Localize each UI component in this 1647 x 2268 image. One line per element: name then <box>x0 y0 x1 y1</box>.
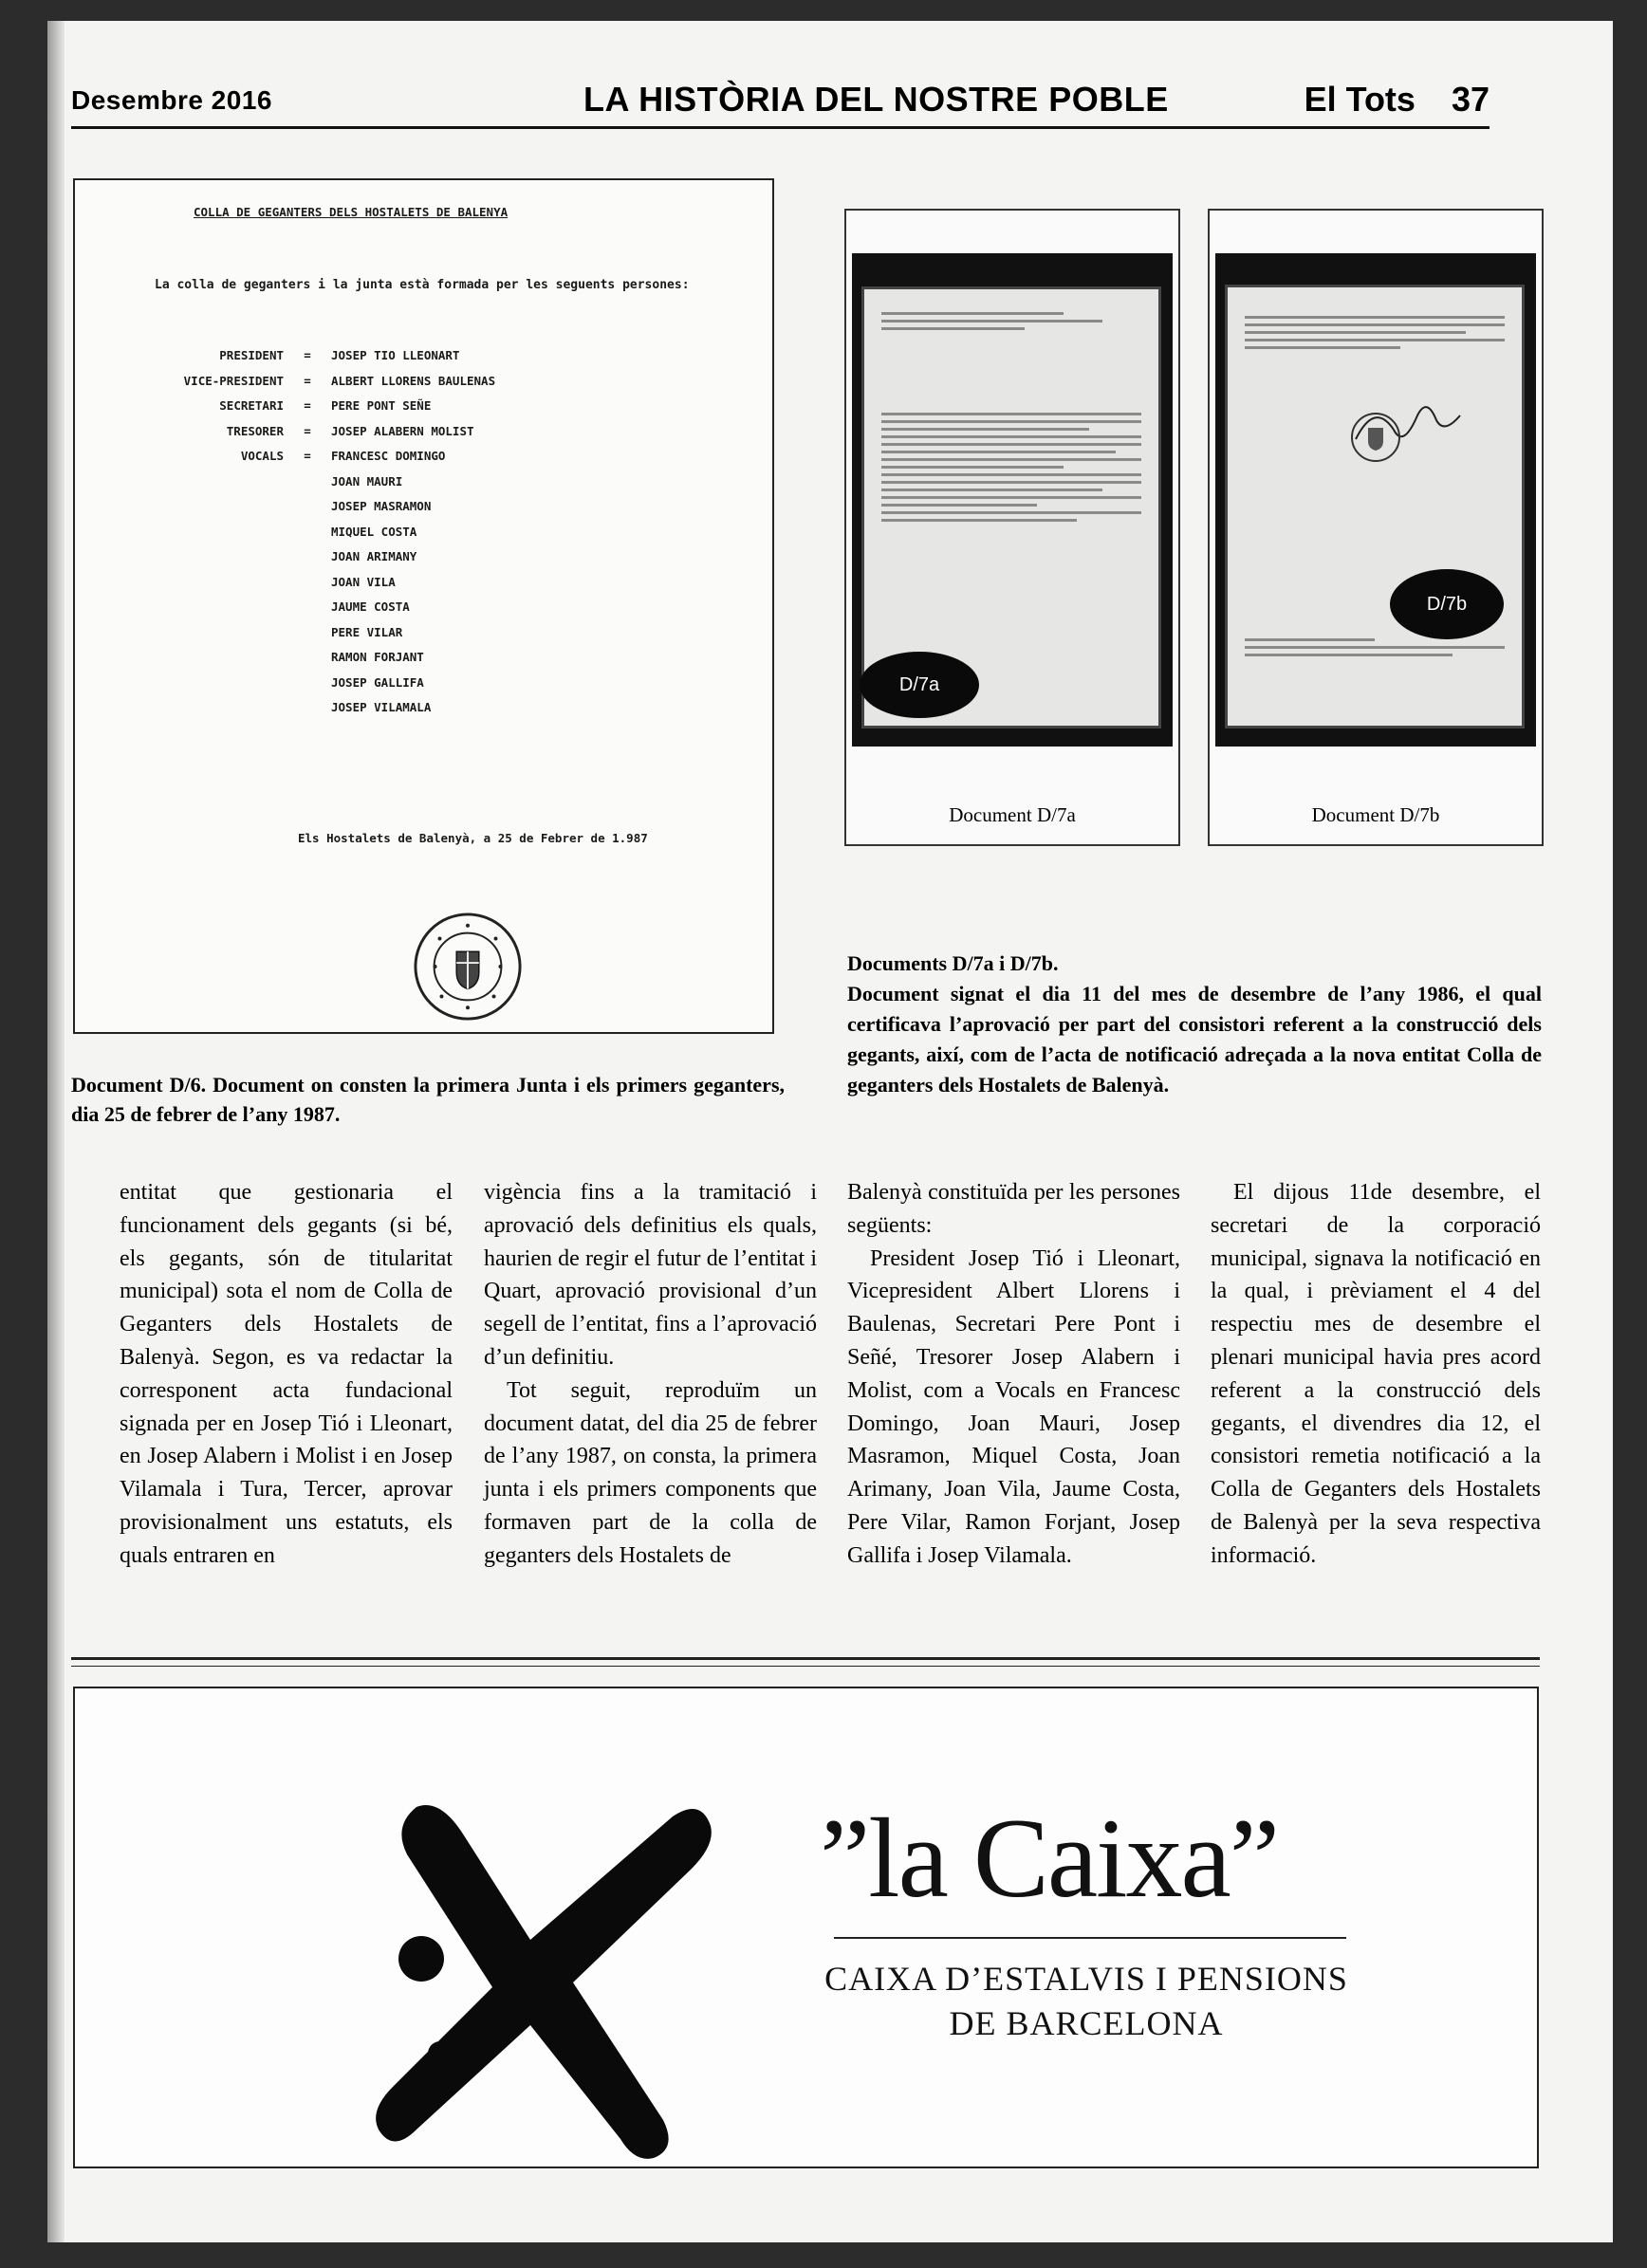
roster-name: JOAN MAURI <box>331 473 403 489</box>
roster-name: JOSEP MASRAMON <box>331 499 432 513</box>
roster-separator <box>284 544 331 570</box>
roster-role: PRESIDENT <box>219 348 284 362</box>
caption-d6: Document D/6. Document on consten la primera Junta i els primers geganters, dia 25 de febrer de l’any 1987. <box>71 1073 785 1126</box>
roster-row <box>165 570 616 596</box>
star-logo-icon <box>350 1779 749 2177</box>
doc-title: COLLA DE GEGANTERS DELS HOSTALETS DE BALENYA <box>194 205 509 219</box>
roster-row <box>165 343 616 369</box>
publication-name: El Tots <box>1304 80 1416 119</box>
roster-role <box>165 470 284 495</box>
roster-row <box>165 419 616 445</box>
ad-separator <box>71 1657 1540 1667</box>
caption-d7-body: Document signat el dia 11 del mes de desembre de l’any 1986, el qual certificava l’aprovació per part del consistori referent a la construcció dels gegants, així, com de l’acta de notificació adreçada a la nova entitat Colla de geganters dels Hostalets de Balenyà. <box>847 982 1542 1097</box>
roster-row <box>165 369 616 395</box>
page-binding-edge <box>47 21 65 2242</box>
column-2-paragraph-1: vigència fins a la tramitació i aprovació dels definitius els quals, haurien de regir el futur de l’entitat i Quart, aprovació provisional d’un segell de l’entitat, fins a l’aprovació d’un definitiu. <box>484 1180 817 1370</box>
doc-date-line: Els Hostalets de Balenyà, a 25 de Febrer de 1.987 <box>298 831 648 845</box>
roster-separator <box>284 570 331 596</box>
roster-separator: = <box>304 373 311 388</box>
roster-row <box>165 494 616 520</box>
roster-role <box>165 544 284 570</box>
roster-row <box>165 595 616 620</box>
publication-and-page <box>1305 80 1490 120</box>
roster-separator: = <box>304 398 311 413</box>
roster-row <box>165 394 616 419</box>
roster-row <box>165 620 616 646</box>
section-title: LA HISTÒRIA DEL NOSTRE POBLE <box>583 80 1169 119</box>
roster-row <box>165 695 616 721</box>
scanned-paper <box>1225 285 1525 728</box>
roster-role <box>165 520 284 545</box>
roster-name: ALBERT LLORENS BAULENAS <box>331 373 496 388</box>
roster-name: JOAN ARIMANY <box>331 549 417 563</box>
doc-intro: La colla de geganters i la junta està formada per les seguents persones: <box>155 278 690 292</box>
roster-role <box>165 695 284 721</box>
page-header <box>71 68 1490 129</box>
page-number: 37 <box>1451 80 1490 119</box>
column-2-paragraph-2: Tot seguit, reproduïm un document datat, del dia 25 de febrer de l’any 1987, on consta, la primera junta i els primers components que formaven part de la colla de geganters dels Hostalets de <box>484 1377 817 1568</box>
label-d7a: Document D/7a <box>949 803 1076 826</box>
caption-d7 <box>847 949 1542 1100</box>
roster-row <box>165 671 616 696</box>
roster-name: JOSEP TIO LLEONART <box>331 348 460 362</box>
issue-date: Desembre 2016 <box>71 85 272 115</box>
roster-list <box>165 343 616 721</box>
caption-d7-title: Documents D/7a i D/7b. <box>847 951 1059 975</box>
roster-name: MIQUEL COSTA <box>331 524 417 539</box>
roster-name: JAUME COSTA <box>331 599 410 614</box>
roster-name: PERE PONT SEÑE <box>331 398 432 413</box>
roster-separator <box>284 494 331 520</box>
roster-separator <box>284 695 331 721</box>
roster-name: FRANCESC DOMINGO <box>331 449 446 463</box>
roster-separator <box>284 520 331 545</box>
column-3-paragraph-1: Balenyà constituïda per les persones següents: <box>847 1180 1180 1238</box>
roster-role: SECRETARI <box>219 398 284 413</box>
document-d7a-image <box>844 209 1180 846</box>
roster-row <box>165 520 616 545</box>
roster-separator <box>284 645 331 671</box>
label-d7b: Document D/7b <box>1311 803 1440 826</box>
roster-separator <box>284 595 331 620</box>
roster-name: JOSEP VILAMALA <box>331 700 432 714</box>
roster-separator <box>284 671 331 696</box>
roster-role: VOCALS <box>240 449 284 463</box>
la-caixa-advertisement <box>73 1687 1539 2168</box>
roster-role: TRESORER <box>226 423 284 438</box>
article-column-4 <box>1211 1176 1541 1573</box>
badge-d7b: D/7b <box>1390 569 1504 639</box>
article-column-1 <box>120 1176 453 1573</box>
column-4-text: El dijous 11de desembre, el secretari de la corporació municipal, signava la notificació en la qual, i prèviament el 4 del respectiu mes de desembre el plenari municipal havia pres acord referent a la construcció dels gegants, el divendres dia 12, el consistori remetia notificació a la Colla de Geganters dels Hostalets de Balenyà per la seva respectiva informació. <box>1211 1180 1541 1568</box>
roster-name: RAMON FORJANT <box>331 650 424 664</box>
brand-subtitle-line-2: DE BARCELONA <box>949 2004 1224 2042</box>
document-d7b-image <box>1208 209 1544 846</box>
roster-name: JOSEP GALLIFA <box>331 674 424 690</box>
roster-role <box>165 570 284 596</box>
article-column-3 <box>847 1176 1180 1573</box>
roster-separator: = <box>304 423 311 438</box>
brand-rule <box>834 1937 1346 1939</box>
roster-name: JOAN VILA <box>331 574 396 589</box>
brand-subtitle-line-1: CAIXA D’ESTALVIS I PENSIONS <box>824 1960 1348 1998</box>
roster-role <box>165 645 284 671</box>
roster-row <box>165 444 616 470</box>
seal-stamp-icon <box>412 911 524 1023</box>
roster-separator: = <box>304 449 311 463</box>
column-1-text: entitat que gestionaria el funcionament dels gegants (si bé, els gegants, són de titularitat municipal) sota el nom de Colla de Geganters dels Hostalets de Balenyà. Segon, es va redactar la corresponent acta fundacional signada per en Josep Tió i Lleonart, en Josep Alabern i Molist i en Josep Vilamala i Tura, Tercer, aprovar provisionalment uns estatuts, els quals entraren en <box>120 1180 453 1568</box>
roster-role: VICE-PRESIDENT <box>183 373 284 388</box>
roster-row <box>165 544 616 570</box>
article-column-2 <box>484 1176 817 1573</box>
brand-wordmark: ”la Caixa” <box>820 1795 1279 1921</box>
badge-d7a: D/7a <box>860 652 979 718</box>
column-3-paragraph-2: President Josep Tió i Lleonart, Vicepresident Albert Llorens i Baulenas, Secretari Pere Pont i Señé, Tresorer Josep Alabern i Molist, com a Vocals en Francesc Domingo, Joan Mauri, Josep Masramon, Miquel Costa, Joan Arimany, Joan Vila, Jaume Costa, Pere Vilar, Ramon Forjant, Josep Gallifa i Josep Vilamala. <box>847 1245 1180 1568</box>
roster-role <box>165 671 284 696</box>
roster-row <box>165 470 616 495</box>
municipal-stamp-icon <box>1349 411 1402 464</box>
roster-separator <box>284 620 331 646</box>
roster-role <box>165 494 284 520</box>
roster-role <box>165 595 284 620</box>
roster-name: JOSEP ALABERN MOLIST <box>331 423 474 438</box>
header-rule <box>71 126 1490 129</box>
roster-name: PERE VILAR <box>331 624 403 639</box>
document-d6-image <box>73 178 774 1034</box>
roster-separator: = <box>304 348 311 362</box>
roster-separator <box>284 470 331 495</box>
roster-row <box>165 645 616 671</box>
roster-role <box>165 620 284 646</box>
